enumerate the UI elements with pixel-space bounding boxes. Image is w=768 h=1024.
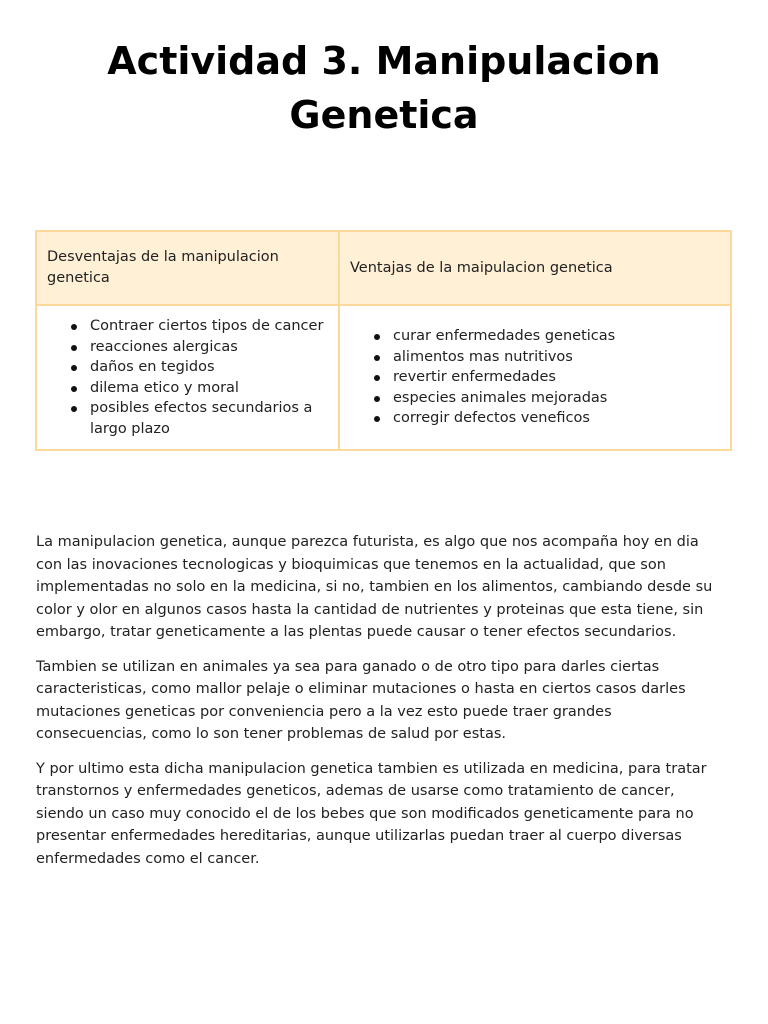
body-text	[36, 531, 726, 882]
paragraph: La manipulacion genetica, aunque parezca futurista, es algo que nos acompaña hoy en dia con las inovaciones tecnologicas y bioquimicas que tenemos en la actualidad, que son implementadas no solo en la medicina, si no, tambien en los alimentos, cambiando desde su color y olor en algunos casos hasta la cantidad de nutrientes y proteinas que esta tiene, sin embargo, tratar geneticamente a las plentas puede causar o tener efectos secundarios.	[36, 534, 713, 640]
paragraph: Y por ultimo esta dicha manipulacion genetica tambien es utilizada en medicina, para tratar transtornos y enfermedades geneticos, ademas de usarse como tratamiento de cancer, siendo un caso muy conocido el de los bebes que son modificados geneticamente para no presentar enfermedades hereditarias, aunque utilizarlas puedan traer al cuerpo diversas enfermedades como el cancer.	[36, 760, 707, 867]
list-item: especies animales mejoradas	[380, 388, 720, 409]
list-item: curar enfermedades geneticas	[380, 326, 720, 347]
advantages-cell	[339, 305, 731, 450]
list-item: Contraer ciertos tipos de cancer	[77, 316, 328, 337]
page-title: Actividad 3. Manipulacion Genetica	[107, 39, 661, 137]
comparison-table	[35, 230, 732, 451]
list-item: posibles efectos secundarios a largo plazo	[77, 398, 328, 439]
list-item: daños en tegidos	[77, 357, 328, 378]
advantages-list	[350, 326, 720, 429]
advantages-header: Ventajas de la maipulacion genetica	[339, 231, 731, 305]
list-item: dilema etico y moral	[77, 378, 328, 399]
disadvantages-cell	[36, 305, 339, 450]
paragraph: Tambien se utilizan en animales ya sea para ganado o de otro tipo para darles ciertas caracteristicas, como mallor pelaje o eliminar mutaciones o hasta en ciertos casos darles mutaciones geneticas por conveniencia pero a la vez esto puede traer grandes consecuencias, como lo son tener problemas de salud por estas.	[36, 658, 686, 742]
list-item: revertir enfermedades	[380, 367, 720, 388]
table-header-row	[36, 231, 731, 305]
list-item: corregir defectos veneficos	[380, 408, 720, 429]
list-item: alimentos mas nutritivos	[380, 347, 720, 368]
list-item: reacciones alergicas	[77, 337, 328, 358]
table-row	[36, 305, 731, 450]
disadvantages-header: Desventajas de la manipulacion genetica	[36, 231, 339, 305]
disadvantages-list	[47, 316, 328, 439]
